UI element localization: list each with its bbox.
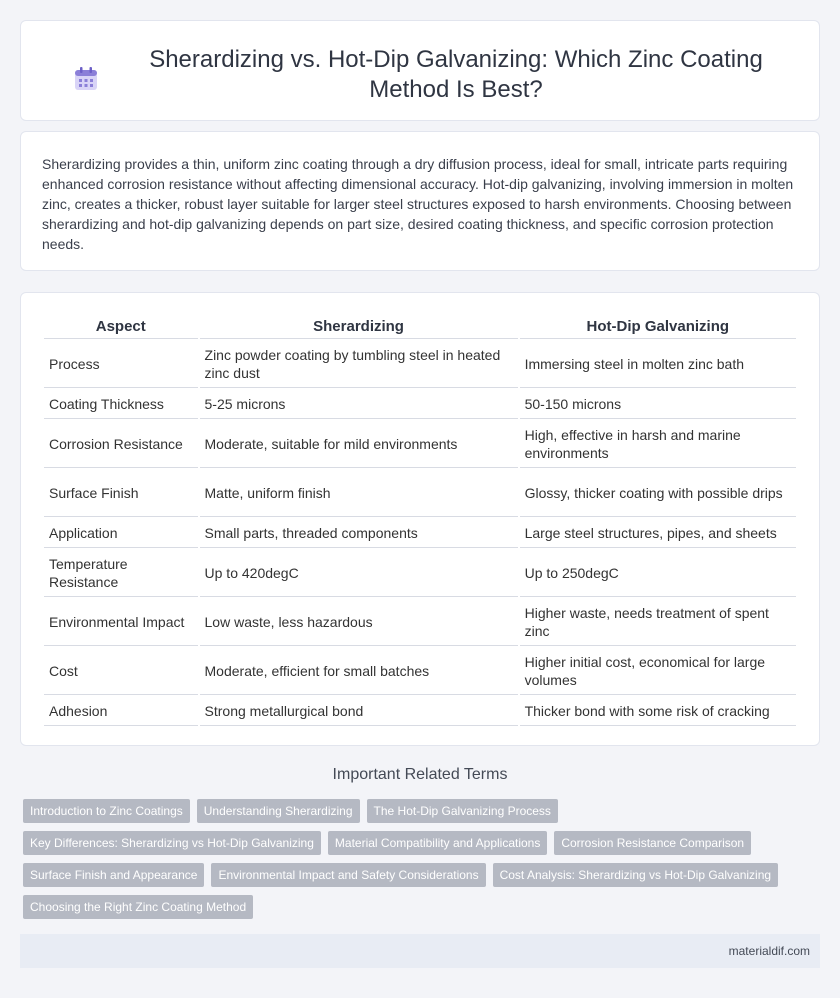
cell-sherardizing: Moderate, suitable for mild environments [200, 421, 518, 468]
cell-sherardizing: Low waste, less hazardous [200, 599, 518, 646]
cell-sherardizing: 5-25 microns [200, 390, 518, 419]
cell-aspect: Surface Finish [44, 470, 198, 517]
title-card [20, 20, 820, 121]
cell-aspect: Corrosion Resistance [44, 421, 198, 468]
cell-hot-dip: Large steel structures, pipes, and sheets [520, 519, 796, 548]
cell-sherardizing: Matte, uniform finish [200, 470, 518, 517]
intro-paragraph: Sherardizing provides a thin, uniform zinc coating through a dry diffusion process, ideal for small, intricate parts requiring enhanced corrosion resistance without affecting dimensional accuracy. Hot-dip galvanizing, involving immersion in molten zinc, creates a thicker, robust layer suitable for larger steel structures exposed to harsh environments. Choosing between sherardizing and hot-dip galvanizing depends on part size, desired coating thickness, and specific corrosion protection needs. [42, 156, 794, 252]
cell-hot-dip: Immersing steel in molten zinc bath [520, 341, 796, 388]
cell-sherardizing: Zinc powder coating by tumbling steel in heated zinc dust [200, 341, 518, 388]
related-term-tag[interactable]: Corrosion Resistance Comparison [554, 831, 751, 855]
cell-hot-dip: Glossy, thicker coating with possible drips [520, 470, 796, 517]
footer-site-link[interactable]: materialdif.com [728, 944, 810, 958]
related-term-tag[interactable]: The Hot-Dip Galvanizing Process [367, 799, 558, 823]
header-sherardizing: Sherardizing [200, 315, 518, 339]
footer [20, 934, 820, 968]
related-terms-list [23, 799, 813, 927]
cell-sherardizing: Small parts, threaded components [200, 519, 518, 548]
cell-hot-dip: Higher initial cost, economical for large volumes [520, 648, 796, 695]
cell-hot-dip: 50-150 microns [520, 390, 796, 419]
related-term-tag[interactable]: Material Compatibility and Applications [328, 831, 547, 855]
comparison-table [42, 313, 798, 728]
calendar-icon [73, 66, 99, 92]
table-row [44, 599, 796, 646]
related-term-tag[interactable]: Understanding Sherardizing [197, 799, 360, 823]
cell-hot-dip: High, effective in harsh and marine environments [520, 421, 796, 468]
table-row [44, 470, 796, 517]
comparison-card [20, 292, 820, 746]
intro-card [20, 131, 820, 271]
cell-aspect: Adhesion [44, 697, 198, 726]
related-term-tag[interactable]: Cost Analysis: Sherardizing vs Hot-Dip Galvanizing [493, 863, 778, 887]
related-term-tag[interactable]: Surface Finish and Appearance [23, 863, 204, 887]
related-term-tag[interactable]: Introduction to Zinc Coatings [23, 799, 190, 823]
table-row [44, 390, 796, 419]
cell-aspect: Coating Thickness [44, 390, 198, 419]
related-term-tag[interactable]: Choosing the Right Zinc Coating Method [23, 895, 253, 919]
cell-sherardizing: Moderate, efficient for small batches [200, 648, 518, 695]
related-term-tag[interactable]: Key Differences: Sherardizing vs Hot-Dip Galvanizing [23, 831, 321, 855]
table-row [44, 648, 796, 695]
cell-hot-dip: Up to 250degC [520, 550, 796, 597]
cell-sherardizing: Strong metallurgical bond [200, 697, 518, 726]
cell-aspect: Environmental Impact [44, 599, 198, 646]
header-aspect: Aspect [44, 315, 198, 339]
cell-aspect: Application [44, 519, 198, 548]
cell-aspect: Temperature Resistance [44, 550, 198, 597]
cell-sherardizing: Up to 420degC [200, 550, 518, 597]
cell-hot-dip: Higher waste, needs treatment of spent zinc [520, 599, 796, 646]
table-header-row [44, 315, 796, 339]
header-hot-dip-galvanizing: Hot-Dip Galvanizing [520, 315, 796, 339]
table-row [44, 421, 796, 468]
table-row [44, 550, 796, 597]
page-title: Sherardizing vs. Hot-Dip Galvanizing: Which Zinc Coating Method Is Best? [149, 46, 763, 103]
table-row [44, 341, 796, 388]
table-row [44, 519, 796, 548]
cell-aspect: Process [44, 341, 198, 388]
table-row [44, 697, 796, 726]
cell-hot-dip: Thicker bond with some risk of cracking [520, 697, 796, 726]
related-terms-heading: Important Related Terms [332, 766, 508, 783]
cell-aspect: Cost [44, 648, 198, 695]
related-term-tag[interactable]: Environmental Impact and Safety Considerations [211, 863, 485, 887]
